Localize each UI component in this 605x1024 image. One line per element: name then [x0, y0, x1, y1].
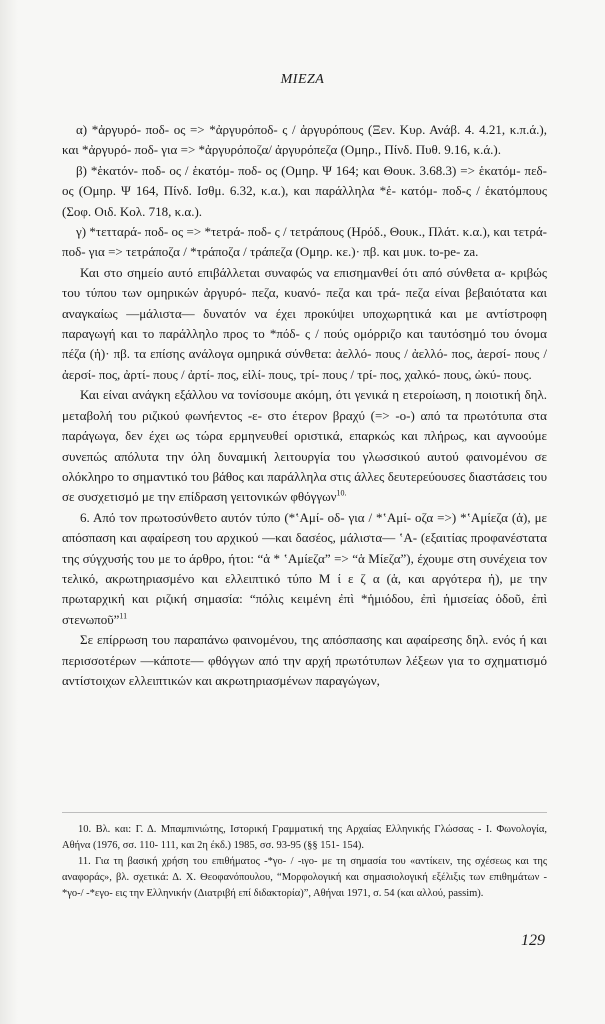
paragraph-text: Και είναι ανάγκη εξάλλου να τονίσουμε ακόμη, ότι γενικά η ετεροίωση, η ποιοτική δηλ. μεταβολή του ριζικού φωνήεντος -ε- στο έτερον βραχύ (=> -ο-) από τα πρωτότυπα στα παράγωγα, δεν έχει ως τώρα ερμηνευθεί οριστικά, επαρκώς και πλήρως, και αγνοούμε συνεπώς απόλυτα την όλη δυναμική λειτουργία του γλωσσικού αυτού φαινομένου σε ολόκληρο το σημαντικό του βάθος και παράλληλα στις άλλες δευτερεύουσες διαστάσεις του σε συσχετισμό με την επίδραση γειτονικών φθόγγων [62, 387, 547, 505]
paragraph-peza: Και στο σημείο αυτό επιβάλλεται συναφώς να επισημανθεί ότι από σύνθετα α- κριβώς του τύπου των ομηρικών ἀργυρό- πεζα, κυανό- πεζα και τρά- πεζα είναι βεβαιότατα και αναγκαίως —μάλιστα— δυνατόν να έχει προκύψει υποχωρητικά και με αντίστροφη παραγωγή και το παράλληλο προς το *πόδ- ς / πούς ομόρριζο και ταυτόσημό του όνομα πέζα (ἡ)· πβ. τα επίσης ανάλογα ομηρικά σύνθετα: ἀελλό- πους / ἀελλό- πος, ἀερσί- πους / ἀερσί- πος, ἀρτί- πους / ἀρτί- πος, εἰλί- πους, τρί- πους / τρί- πος, χαλκό- πους, ὠκύ- πους. [62, 264, 547, 382]
footnote-10: 10. Βλ. και: Γ. Δ. Μπαμπινιώτης, Ιστορική Γραμματική της Αρχαίας Ελληνικής Γλώσσας - Ι. Φωνολογία, Αθήνα (1976, σσ. 110- 111, και 2η έκδ.) 1985, σσ. 93-95 (§§ 151- 154). [62, 824, 547, 851]
paragraph-text: 6. Από τον πρωτοσύνθετο αυτόν τύπο (*ʽΑμί- οδ- για / *ʽΑμί- οζα =>) *ʽΑμίεζα (ἁ), με απόσπαση και αφαίρεση του αρχικού —και δασέος, μάλιστα— ʽΑ- (εξαιτίας προφανέστατα της σύγχυσής του με το άρθρο, ήτοι: “ἁ * ʽΑμίεζα” => “ἁ Μίεζα”), έχουμε στη συνέχεια τον τελικό, ακρωτηριασμένο και ελλειπτικό τύπο Μ ί ε ζ α (ἁ, και αργότερα ἡ), με την πρωταρχική και ριζική σημασία: “πόλις κειμένη ἐπὶ *ἡμιόδου, ἐπὶ ἡμισείας ὁδοῦ, ἐπὶ στενωποῦ” [62, 509, 547, 627]
page-number: 129 [521, 932, 545, 949]
page-edge-shadow [0, 0, 18, 1024]
paragraph-section-6 [62, 508, 547, 630]
footnotes [62, 822, 547, 902]
footnote-11: 11. Για τη βασική χρήση του επιθήματος -*γο- / -ιγο- με τη σημασία του «αντίκειν, της σχέσεως και της αναφοράς», βλ. σχετικά: Δ. Χ. Θεοφανόπουλου, “Μορφολογική και σημασιολογική εξέλιξις των επιθημάτων -*γο-/ -*εγο- εις την Ελληνικήν (Διατριβή επί διδακτορία)”, Αθήναι 1971, σ. 54 (και αλλού, passim). [62, 856, 547, 899]
paragraph-support: Σε επίρρωση του παραπάνω φαινομένου, της απόσπασης και αφαίρεσης δηλ. ενός ή και περισσοτέρων —κάποτε— φθόγγων από την αρχή πρωτότυπων λέξεων για το σχηματισμό αντίστοιχων ελλειπτικών και ακρωτηριασμένων παραγώγων, [62, 632, 547, 688]
main-text [62, 120, 547, 691]
paragraph-heteroiosis [62, 385, 547, 507]
footnote-ref-10: 10. [336, 488, 347, 498]
paragraph-example-b: β) *ἑκατόν- ποδ- ος / ἑκατόμ- ποδ- ος (Ομηρ. Ψ 164; και Θουκ. 3.68.3) => ἑκατόμ- πεδ- ος (Ομηρ. Ψ 164, Πίνδ. Ισθμ. 6.32, κ.α.), και παράλληλα *ἑ- κατόμ- ποδ-ς / ἑκατόμπους (Σοφ. Οιδ. Κολ. 718, κ.α.). [62, 162, 547, 219]
footnote-ref-11: 11 [119, 611, 128, 621]
footnote-divider [62, 812, 547, 813]
paragraph-example-c: γ) *τετταρά- ποδ- ος => *τετρά- ποδ- ς / τετράπους (Ηρόδ., Θουκ., Πλάτ. κ.α.), και τετρά-ποδ- για => τετράποζα / *τράποζα / τράπεζα (Ομηρ. κε.)· πβ. και μυκ. to-pe- za. [62, 224, 547, 260]
paragraph-example-a: α) *ἀργυρό- ποδ- ος => *ἀργυρόποδ- ς / ἀργυρόπους (Ξεν. Κυρ. Ανάβ. 4. 4.21, κ.π.ά.), και *ἀργυρό- ποδ- για => *ἀργυρόποζα/ ἀργυρόπεζα (Ομηρ., Πίνδ. Πυθ. 9.16, κ.ά.). [62, 122, 547, 158]
running-head: MIEZA [280, 72, 325, 87]
